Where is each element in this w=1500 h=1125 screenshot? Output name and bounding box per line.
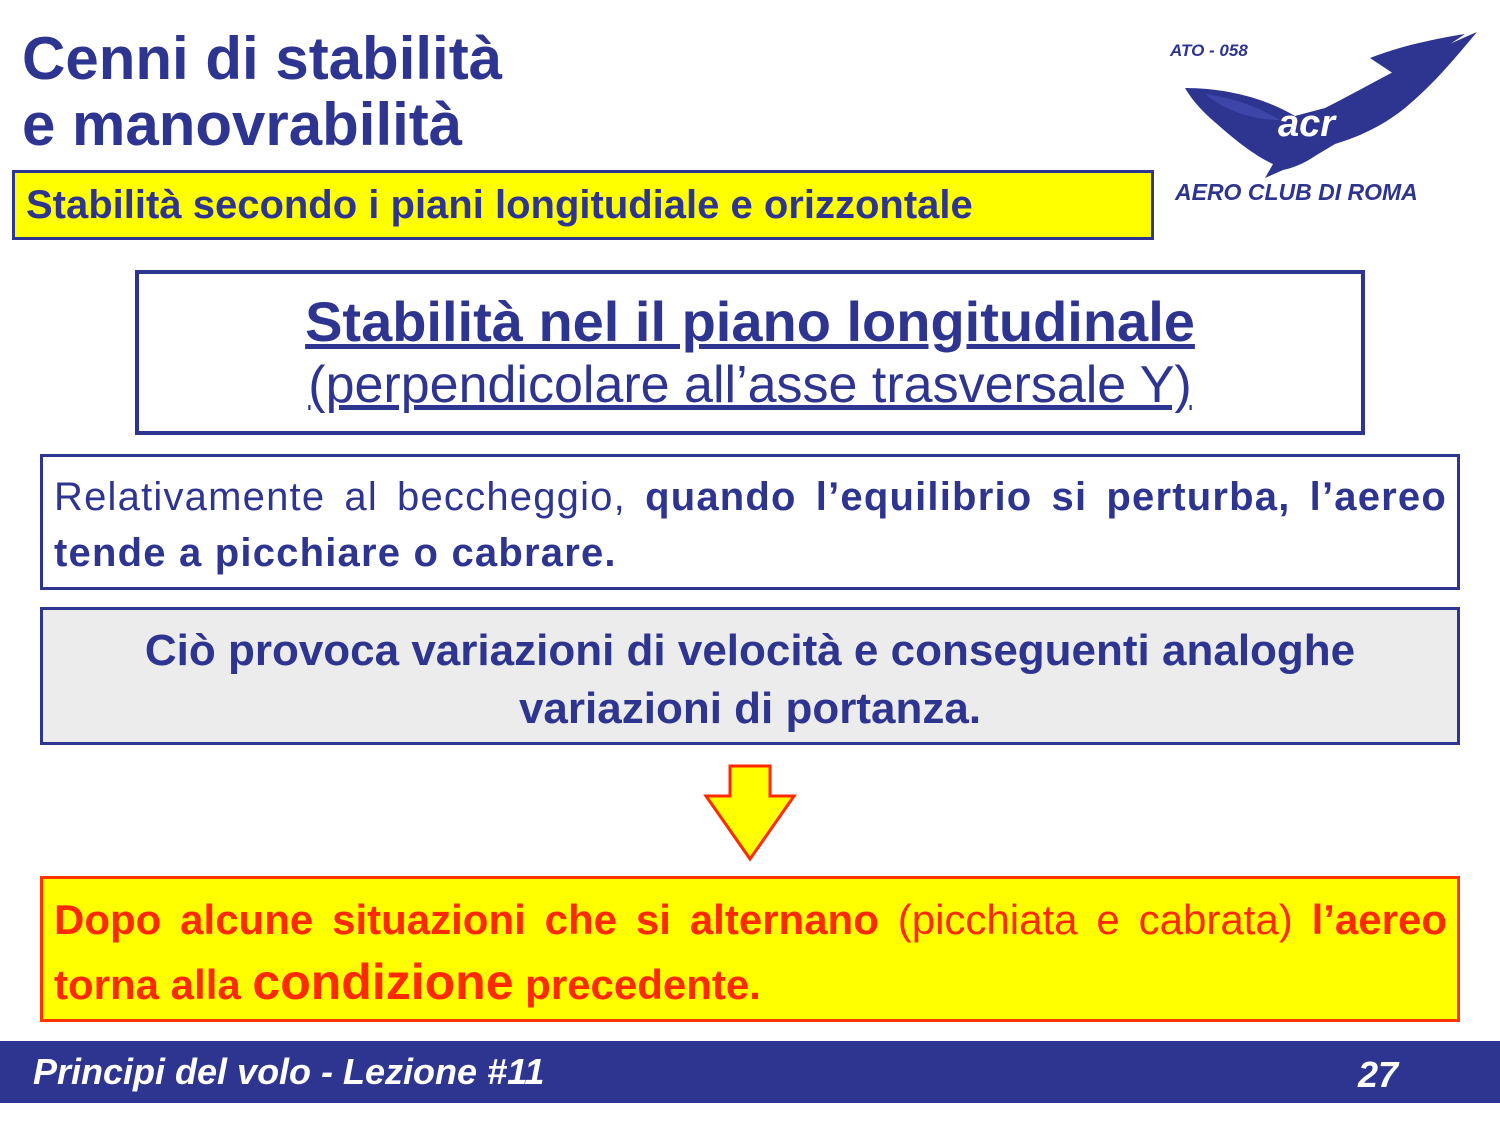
- paragraph-pitch-normal: Relativamente al beccheggio,: [54, 475, 646, 519]
- conclusion-bold-2: l’aereo torna alla: [54, 896, 1447, 1008]
- conclusion-big: condizione: [252, 954, 514, 1010]
- footer-course-title: Principi del volo - Lezione #11: [33, 1051, 545, 1092]
- logo-name: AERO CLUB DI ROMA: [1175, 179, 1418, 205]
- aero-club-logo: [1165, 28, 1485, 218]
- paragraph-conclusion: [40, 876, 1460, 1022]
- logo-code: ATO - 058: [1170, 41, 1248, 60]
- topic-heading: Stabilità nel il piano longitudinale: [305, 290, 1195, 353]
- down-arrow-icon: [702, 764, 798, 862]
- slide-title-line1: Cenni di stabilità: [22, 25, 503, 92]
- conclusion-normal: (picchiata e cabrata): [878, 896, 1312, 943]
- page-number: 27: [1357, 1054, 1398, 1095]
- slide-title-line2: e manovrabilità: [22, 91, 463, 158]
- slide-title: [22, 26, 502, 158]
- logo-monogram: acr: [1278, 103, 1336, 145]
- topic-heading-box: [135, 270, 1365, 435]
- section-label: Stabilità secondo i piani longitudiale e orizzontale: [12, 170, 1154, 240]
- topic-subheading: (perpendicolare all’asse trasversale Y): [308, 356, 1192, 414]
- conclusion-bold-3: precedente.: [513, 961, 761, 1008]
- paragraph-pitch: [40, 454, 1460, 590]
- paragraph-pitch-bold: quando l’equilibrio si perturba, l’aereo tende a picchiare o cabrare.: [54, 475, 1448, 575]
- footer-bar: [0, 1041, 1500, 1103]
- paragraph-effects: Ciò provoca variazioni di velocità e conseguenti analoghe variazioni di portanza.: [40, 607, 1460, 745]
- conclusion-bold-1: Dopo alcune situazioni che si alternano: [54, 896, 879, 943]
